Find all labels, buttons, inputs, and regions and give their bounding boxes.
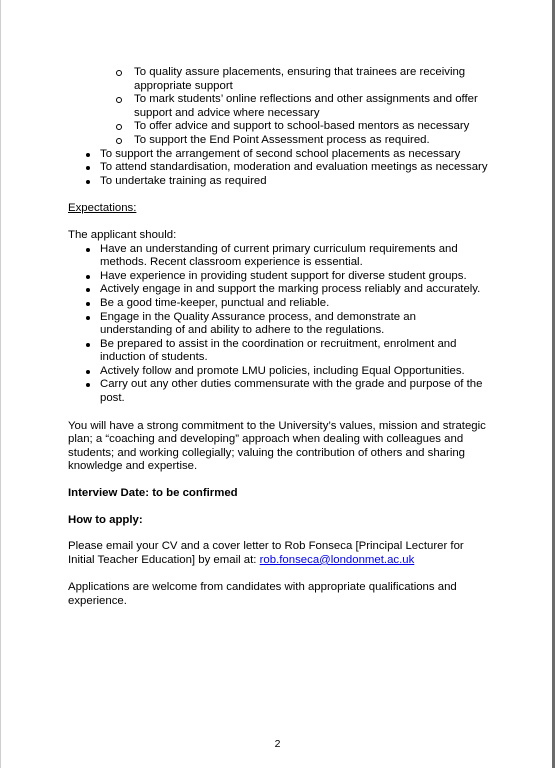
list-item: Be a good time-keeper, punctual and reliable. [68,297,488,311]
list-item: To offer advice and support to school-based mentors as necessary [68,120,488,134]
list-item: Have experience in providing student support for diverse student groups. [68,270,488,284]
list-item: Carry out any other duties commensurate with the grade and purpose of the post. [68,378,488,405]
interview-date: Interview Date: to be confirmed [68,487,238,500]
hollow-bullet-icon [116,138,122,144]
list-item: Actively engage in and support the marking process reliably and accurately. [68,283,488,297]
commitment-paragraph: You will have a strong commitment to the University’s values, mission and strategic plan; a “coaching and developing” approach when dealing with colleagues and students; and working collegially; valuing the contribution of others and sharing knowledge and expertise. [68,419,486,473]
list-item: To quality assure placements, ensuring that trainees are receiving appropriate support [68,66,488,93]
list-item: To support the End Point Assessment process as required. [68,134,488,148]
expectations-intro: The applicant should: [68,228,177,241]
hollow-bullet-icon [116,124,122,130]
page-content [68,66,488,609]
bullet-icon [86,370,90,374]
bullet-icon [86,383,90,387]
bullet-icon [86,288,90,292]
list-item: Engage in the Quality Assurance process, and demonstrate an understanding of and ability to adhere to the regulations. [68,311,488,338]
list-item: To support the arrangement of second school placements as necessary [68,148,488,162]
page-left-edge [0,0,1,768]
list-item: To attend standardisation, moderation and evaluation meetings as necessary [68,161,488,175]
bullet-icon [86,343,90,347]
list-item: Have an understanding of current primary curriculum requirements and methods. Recent classroom experience is essential. [68,243,488,270]
hollow-bullet-icon [116,97,122,103]
bullet-icon [86,302,90,306]
list-item: To mark students’ online reflections and other assignments and offer support and advice where necessary [68,93,488,120]
expectations-heading: Expectations: [68,202,137,215]
expectations-bullet-list [68,243,488,406]
bullet-icon [86,275,90,279]
list-item: Actively follow and promote LMU policies, including Equal Opportunities. [68,365,488,379]
page-number: 2 [274,738,281,750]
how-to-apply-paragraph [68,540,488,567]
bullet-icon [86,180,90,184]
how-to-apply-text: Please email your CV and a cover letter to Rob Fonseca [Principal Lecturer for Initial Teacher Education] by email at: [68,540,464,566]
bullet-icon [86,316,90,320]
bullet-icon [86,153,90,157]
email-link[interactable]: rob.fonseca@londonmet.ac.uk [259,553,415,566]
sub-bullet-list [68,66,488,148]
list-item: Be prepared to assist in the coordination or recruitment, enrolment and induction of students. [68,338,488,365]
bullet-icon [86,248,90,252]
closing-paragraph: Applications are welcome from candidates with appropriate qualifications and experience. [68,581,457,607]
list-item: To undertake training as required [68,175,488,189]
how-to-apply-heading: How to apply: [68,513,143,526]
duties-bullet-list [68,148,488,189]
bullet-icon [86,166,90,170]
hollow-bullet-icon [116,70,122,76]
